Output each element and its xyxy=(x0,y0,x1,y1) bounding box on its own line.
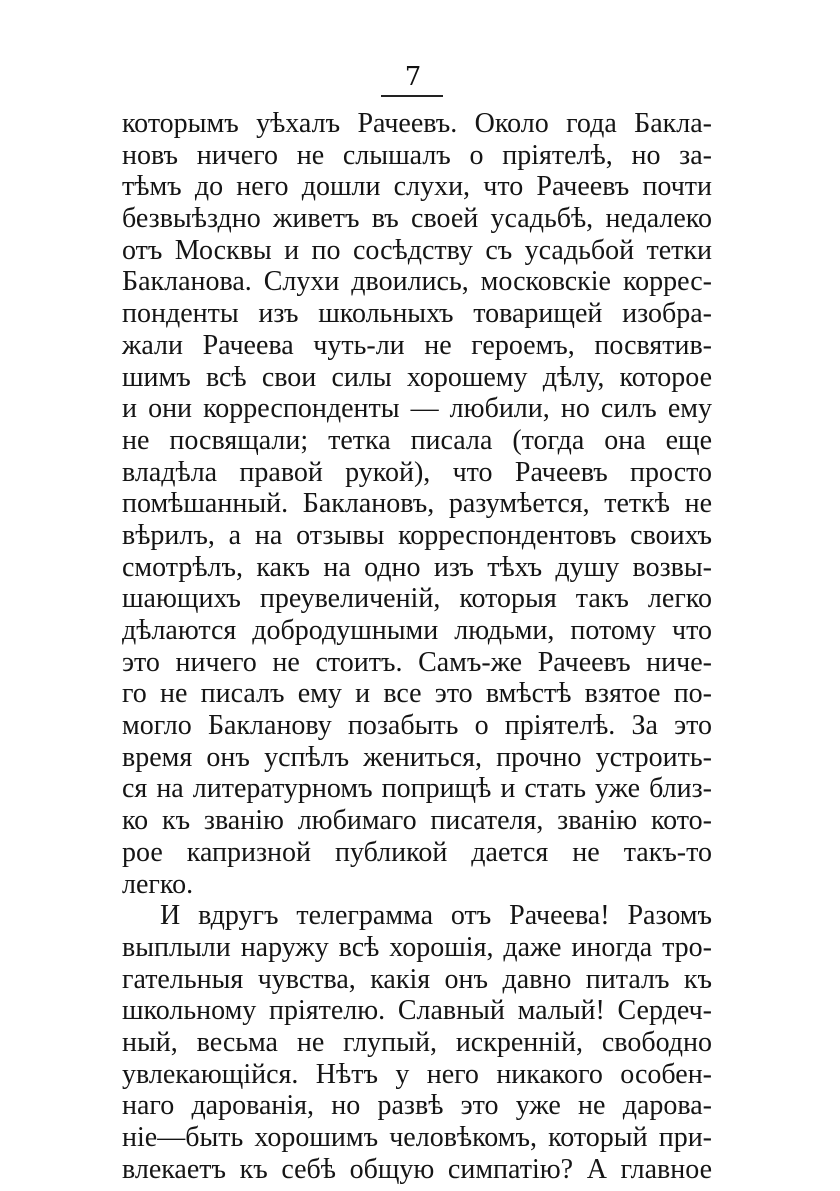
text-line: владѣла правой рукой), что Рачеевъ просто xyxy=(122,456,712,488)
text-line: которымъ уѣхалъ Рачеевъ. Около года Бакла- xyxy=(122,108,712,139)
text-line: шимъ всѣ свои силы хорошему дѣлу, которое xyxy=(122,361,712,393)
text-line: шающихъ преувеличеній, которыя такъ легко xyxy=(122,583,712,615)
text-line: жали Рачеева чуть-ли не героемъ, посвятив- xyxy=(122,329,712,361)
paragraph-start-line: И вдругъ телеграмма отъ Рачеева! Разомъ xyxy=(160,900,712,932)
page-number: 7 xyxy=(404,62,422,92)
paragraph-end-line: легко. xyxy=(122,868,194,900)
text-line: го не писалъ ему и все это вмѣстѣ взятое по- xyxy=(122,678,712,710)
text-line: выплыли наружу всѣ хорошія, даже иногда тро- xyxy=(122,931,712,963)
text-line: школьному пріятелю. Славный малый! Сердеч- xyxy=(122,995,712,1027)
text-line: это ничего не стоитъ. Самъ-же Рачеевъ ниче- xyxy=(122,646,712,678)
text-line: время онъ успѣлъ жениться, прочно устроить- xyxy=(122,741,712,773)
text-line: ный, весьма не глупый, искренній, свободно xyxy=(122,1026,712,1058)
text-line: ніе—быть хорошимъ человѣкомъ, который при- xyxy=(122,1122,712,1153)
text-line: наго дарованія, но развѣ это уже не дарова- xyxy=(122,1090,712,1122)
text-line: тѣмъ до него дошли слухи, что Рачеевъ почти xyxy=(122,171,712,203)
text-line: ся на литературномъ поприщѣ и стать уже близ- xyxy=(122,773,712,805)
text-line: гательныя чувства, какія онъ давно питалъ къ xyxy=(122,963,712,995)
text-line: смотрѣлъ, какъ на одно изъ тѣхъ душу возвы- xyxy=(122,551,712,583)
text-line: безвыѣздно живетъ въ своей усадьбѣ, недалеко xyxy=(122,203,712,235)
text-line: дѣлаются добродушными людьми, потому что xyxy=(122,615,712,646)
text-line: рое капризной публикой дается не такъ-то xyxy=(122,836,712,868)
text-line: понденты изъ школьныхъ товарищей изобра- xyxy=(122,298,712,330)
text-line: вѣрилъ, а на отзывы корреспондентовъ своихъ xyxy=(122,519,712,551)
text-line: помѣшанный. Баклановъ, разумѣется, теткѣ не xyxy=(122,488,712,520)
text-line: увлекающійся. Нѣтъ у него никакого особен- xyxy=(122,1058,712,1090)
text-line: отъ Москвы и по сосѣдству съ усадьбой тетки xyxy=(122,234,712,266)
text-line: новъ ничего не слышалъ о пріятелѣ, но за- xyxy=(122,139,712,171)
text-line: могло Бакланову позабыть о пріятелѣ. За это xyxy=(122,710,712,742)
text-line: не посвящали; тетка писала (тогда она еще xyxy=(122,424,712,456)
text-line: Бакланова. Слухи двоились, московскіе коррес- xyxy=(122,266,712,298)
text-line: и они корреспонденты — любили, но силъ ему xyxy=(122,393,712,425)
text-line: ко къ званію любимаго писателя, званію кото- xyxy=(122,805,712,837)
body-text xyxy=(122,108,712,1185)
page-number-rule xyxy=(381,95,443,97)
text-line: влекаетъ къ себѣ общую симпатію? А главное xyxy=(122,1153,712,1185)
